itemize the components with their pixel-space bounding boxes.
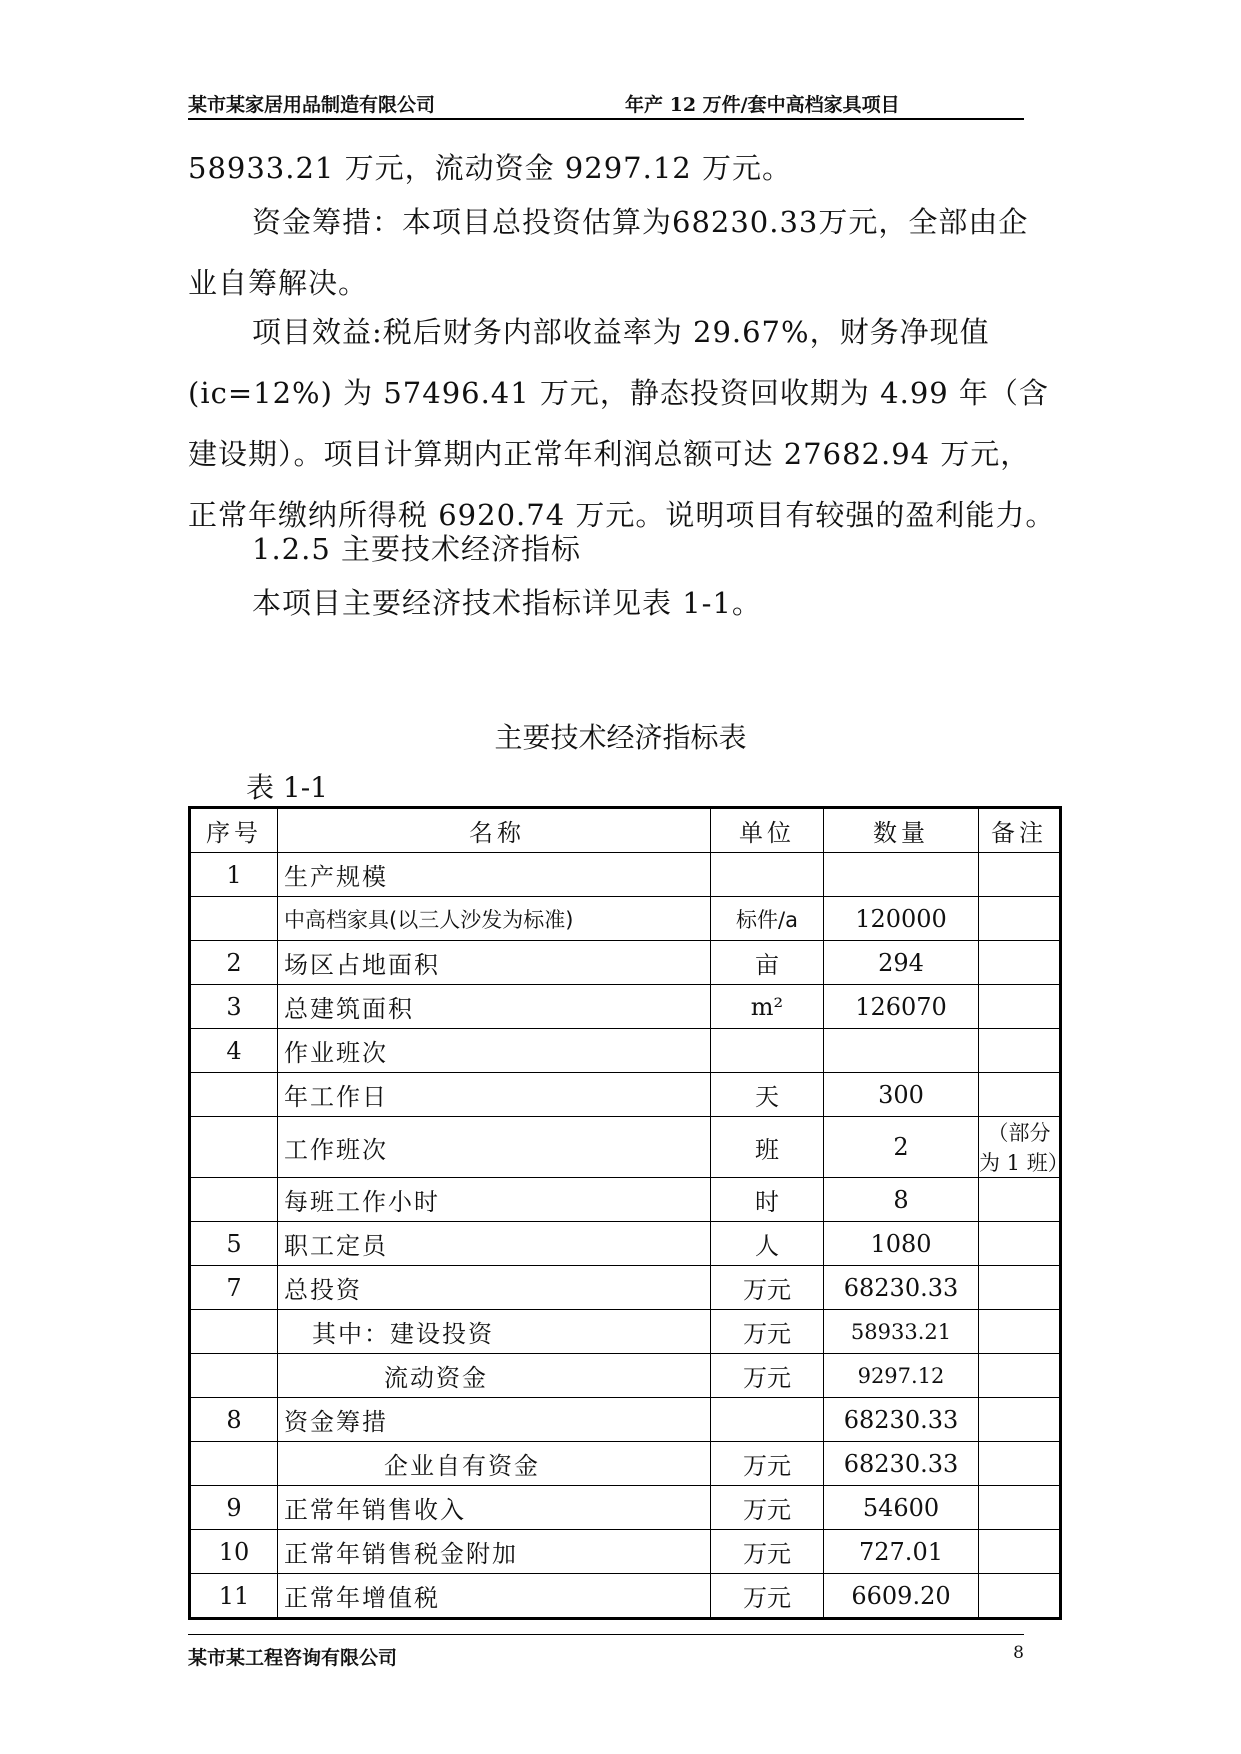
cell-name: 总投资 [278, 1266, 711, 1310]
cell-unit: 亩 [711, 941, 824, 985]
cell-no: 3 [190, 985, 278, 1029]
cell-qty: 9297.12 [824, 1354, 979, 1398]
cell-qty: 300 [824, 1073, 979, 1117]
page-number: 8 [1013, 1643, 1024, 1663]
table-row [190, 1266, 1061, 1310]
cell-name: 作业班次 [278, 1029, 711, 1073]
table-row [190, 1574, 1061, 1619]
table-row [190, 985, 1061, 1029]
cell-unit: 万元 [711, 1354, 824, 1398]
cell-no: 9 [190, 1486, 278, 1530]
cell-name: 生产规模 [278, 853, 711, 897]
cell-qty: 126070 [824, 985, 979, 1029]
cell-qty: 1080 [824, 1222, 979, 1266]
cell-no: 10 [190, 1530, 278, 1574]
cell-qty: 727.01 [824, 1530, 979, 1574]
cell-unit: 万元 [711, 1530, 824, 1574]
cell-note [979, 1073, 1061, 1117]
cell-no: 7 [190, 1266, 278, 1310]
paragraph-table-reference: 本项目主要经济技术指标详见表 1-1。 [252, 586, 762, 620]
cell-note: （部分为 1 班） [979, 1117, 1061, 1178]
cell-unit: 人 [711, 1222, 824, 1266]
paragraph-funding: 资金筹措：本项目总投资估算为68230.33万元，全部由企业自筹解决。 [188, 205, 1029, 300]
indicators-table [188, 806, 1069, 1620]
cell-unit: 万元 [711, 1310, 824, 1354]
cell-name: 场区占地面积 [278, 941, 711, 985]
footer-company: 某市某工程咨询有限公司 [188, 1647, 398, 1669]
cell-unit: 万元 [711, 1442, 824, 1486]
header-name: 名称 [278, 808, 711, 853]
table-row [190, 1442, 1061, 1486]
cell-no [190, 1178, 278, 1222]
cell-note [979, 853, 1061, 897]
cell-qty [824, 1029, 979, 1073]
header-qty: 数量 [824, 808, 979, 853]
cell-note [979, 941, 1061, 985]
cell-note [979, 1222, 1061, 1266]
table-row [190, 1029, 1061, 1073]
table-row [190, 1310, 1061, 1354]
table-row [190, 1398, 1061, 1442]
cell-no [190, 1117, 278, 1178]
cell-name: 正常年销售收入 [278, 1486, 711, 1530]
cell-name: 工作班次 [278, 1117, 711, 1178]
cell-qty: 58933.21 [824, 1310, 979, 1354]
cell-name: 年工作日 [278, 1073, 711, 1117]
cell-qty: 2 [824, 1117, 979, 1178]
cell-note [979, 1178, 1061, 1222]
page-header [188, 84, 1024, 120]
table-title: 主要技术经济指标表 [494, 721, 747, 754]
table-row [190, 1073, 1061, 1117]
cell-note [979, 1310, 1061, 1354]
cell-note [979, 1266, 1061, 1310]
header-note: 备注 [979, 808, 1061, 853]
table-row [190, 1117, 1061, 1178]
header-company: 某市某家居用品制造有限公司 [188, 94, 436, 116]
table-label: 表 1-1 [246, 771, 328, 804]
cell-unit: 标件/a [711, 897, 824, 941]
cell-name: 每班工作小时 [278, 1178, 711, 1222]
cell-unit: 万元 [711, 1486, 824, 1530]
cell-name: 正常年销售税金附加 [278, 1530, 711, 1574]
cell-no: 4 [190, 1029, 278, 1073]
table-row [190, 1354, 1061, 1398]
cell-qty: 294 [824, 941, 979, 985]
cell-note [979, 1574, 1061, 1619]
header-project: 年产 12 万件/套中高档家具项目 [625, 94, 900, 116]
table-row [190, 1178, 1061, 1222]
cell-name: 职工定员 [278, 1222, 711, 1266]
section-heading-1-2-5: 1.2.5 主要技术经济指标 [252, 532, 582, 566]
cell-note [979, 1530, 1061, 1574]
cell-note [979, 1442, 1061, 1486]
cell-qty: 54600 [824, 1486, 979, 1530]
cell-unit: 天 [711, 1073, 824, 1117]
cell-unit: m² [711, 985, 824, 1029]
cell-note [979, 985, 1061, 1029]
paragraph-investment-continued: 58933.21 万元，流动资金 9297.12 万元。 [188, 151, 792, 185]
header-unit: 单位 [711, 808, 824, 853]
cell-no: 5 [190, 1222, 278, 1266]
cell-name: 流动资金 [278, 1354, 711, 1398]
cell-unit: 万元 [711, 1266, 824, 1310]
cell-name: 总建筑面积 [278, 985, 711, 1029]
cell-qty: 68230.33 [824, 1442, 979, 1486]
cell-name: 中高档家具(以三人沙发为标准) [278, 897, 711, 941]
cell-unit: 班 [711, 1117, 824, 1178]
cell-no [190, 897, 278, 941]
cell-unit: 时 [711, 1178, 824, 1222]
table-row [190, 1222, 1061, 1266]
cell-unit [711, 853, 824, 897]
cell-no [190, 1354, 278, 1398]
cell-unit [711, 1029, 824, 1073]
cell-note [979, 1354, 1061, 1398]
cell-qty: 68230.33 [824, 1266, 979, 1310]
cell-qty: 6609.20 [824, 1574, 979, 1619]
cell-note [979, 1029, 1061, 1073]
cell-no: 8 [190, 1398, 278, 1442]
cell-note [979, 1398, 1061, 1442]
cell-qty: 68230.33 [824, 1398, 979, 1442]
cell-name: 资金筹措 [278, 1398, 711, 1442]
cell-name: 其中：建设投资 [278, 1310, 711, 1354]
table-row [190, 1530, 1061, 1574]
cell-note [979, 1486, 1061, 1530]
cell-qty: 8 [824, 1178, 979, 1222]
table-row [190, 1486, 1061, 1530]
cell-qty: 120000 [824, 897, 979, 941]
table-header-row [190, 808, 1061, 853]
cell-no: 11 [190, 1574, 278, 1619]
cell-name: 正常年增值税 [278, 1574, 711, 1619]
page-footer [188, 1634, 1024, 1675]
cell-name: 企业自有资金 [278, 1442, 711, 1486]
table-row [190, 897, 1061, 941]
table-row [190, 853, 1061, 897]
header-no: 序号 [190, 808, 278, 853]
cell-unit [711, 1398, 824, 1442]
cell-unit: 万元 [711, 1574, 824, 1619]
cell-no: 2 [190, 941, 278, 985]
cell-no: 1 [190, 853, 278, 897]
cell-note [979, 897, 1061, 941]
cell-no [190, 1073, 278, 1117]
cell-no [190, 1310, 278, 1354]
table-row [190, 941, 1061, 985]
paragraph-benefits: 项目效益:税后财务内部收益率为 29.67%，财务净现值(ic=12%) 为 57496.41 万元，静态投资回收期为 4.99 年（含建设期）。项目计算期内正常年利润总额可达 27682.94 万元，正常年缴纳所得税 6920.74 万元。说明项目有较强的盈利能力。 [188, 315, 1056, 532]
cell-qty [824, 853, 979, 897]
cell-no [190, 1442, 278, 1486]
